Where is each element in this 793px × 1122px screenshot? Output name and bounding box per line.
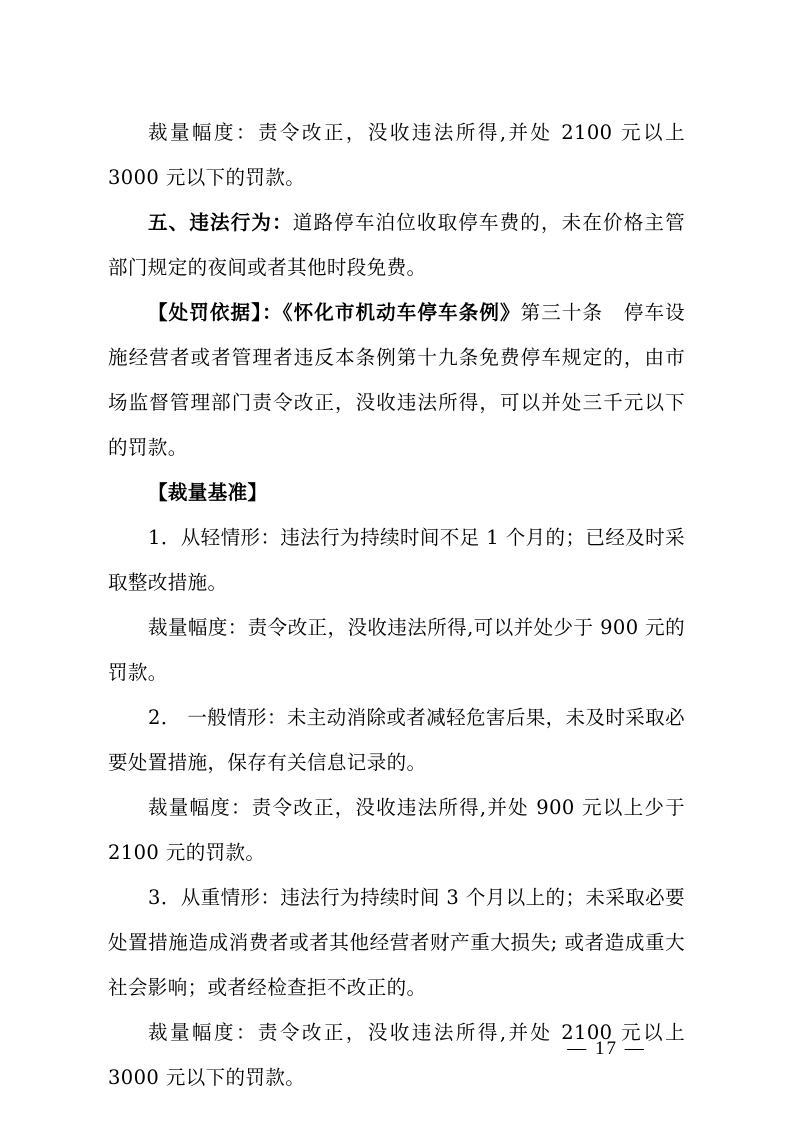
paragraph-ruling-range-general: 裁量幅度：责令改正，没收违法所得,并处 900 元以上少于 2100 元的罚款。 xyxy=(108,796,685,864)
paragraph-ruling-range-severe: 裁量幅度：责令改正，没收违法所得,并处 2100 元以上 3000 元以下的罚款。 xyxy=(108,1021,685,1089)
discretion-standard-heading-label: 【裁量基准】 xyxy=(148,481,268,504)
violation-body-text: 道路停车泊位收取停车费的，未在价格主管部门规定的夜间或者其他时段免费。 xyxy=(108,211,685,279)
page-footer xyxy=(0,1037,793,1060)
paragraph-lenient-circumstance: 1．从轻情形：违法行为持续时间不足 1 个月的；已经及时采取整改措施。 xyxy=(108,526,685,594)
paragraph-ruling-range-1: 裁量幅度：责令改正，没收违法所得,并处 2100 元以上 3000 元以下的罚款。 xyxy=(108,121,685,189)
paragraph-penalty-basis xyxy=(108,290,685,470)
page-number: — 17 — xyxy=(567,1038,646,1059)
paragraph-general-circumstance: 2． 一般情形：未主动消除或者减轻危害后果，未及时采取必要处置措施，保存有关信息记录的。 xyxy=(108,706,685,774)
paragraph-severe-circumstance: 3．从重情形：违法行为持续时间 3 个月以上的；未采取必要处置措施造成消费者或者其他经营者财产重大损失; 或者造成重大社会影响；或者经检查拒不改正的。 xyxy=(108,886,685,999)
penalty-basis-heading-label: 【处罚依据】：《怀化市机动车停车条例》 xyxy=(148,301,521,324)
paragraph-violation-five xyxy=(108,200,685,290)
paragraph-discretion-standard-heading xyxy=(108,470,685,515)
document-body xyxy=(108,110,685,1100)
violation-heading-label: 五、违法行为： xyxy=(148,211,293,234)
penalty-basis-body-text: 第三十条 停车设施经营者或者管理者违反本条例第十九条免费停车规定的，由市场监督管理部门责令改正，没收违法所得，可以并处三千元以下的罚款。 xyxy=(108,301,685,459)
paragraph-ruling-range-lenient: 裁量幅度：责令改正，没收违法所得,可以并处少于 900 元的罚款。 xyxy=(108,616,685,684)
